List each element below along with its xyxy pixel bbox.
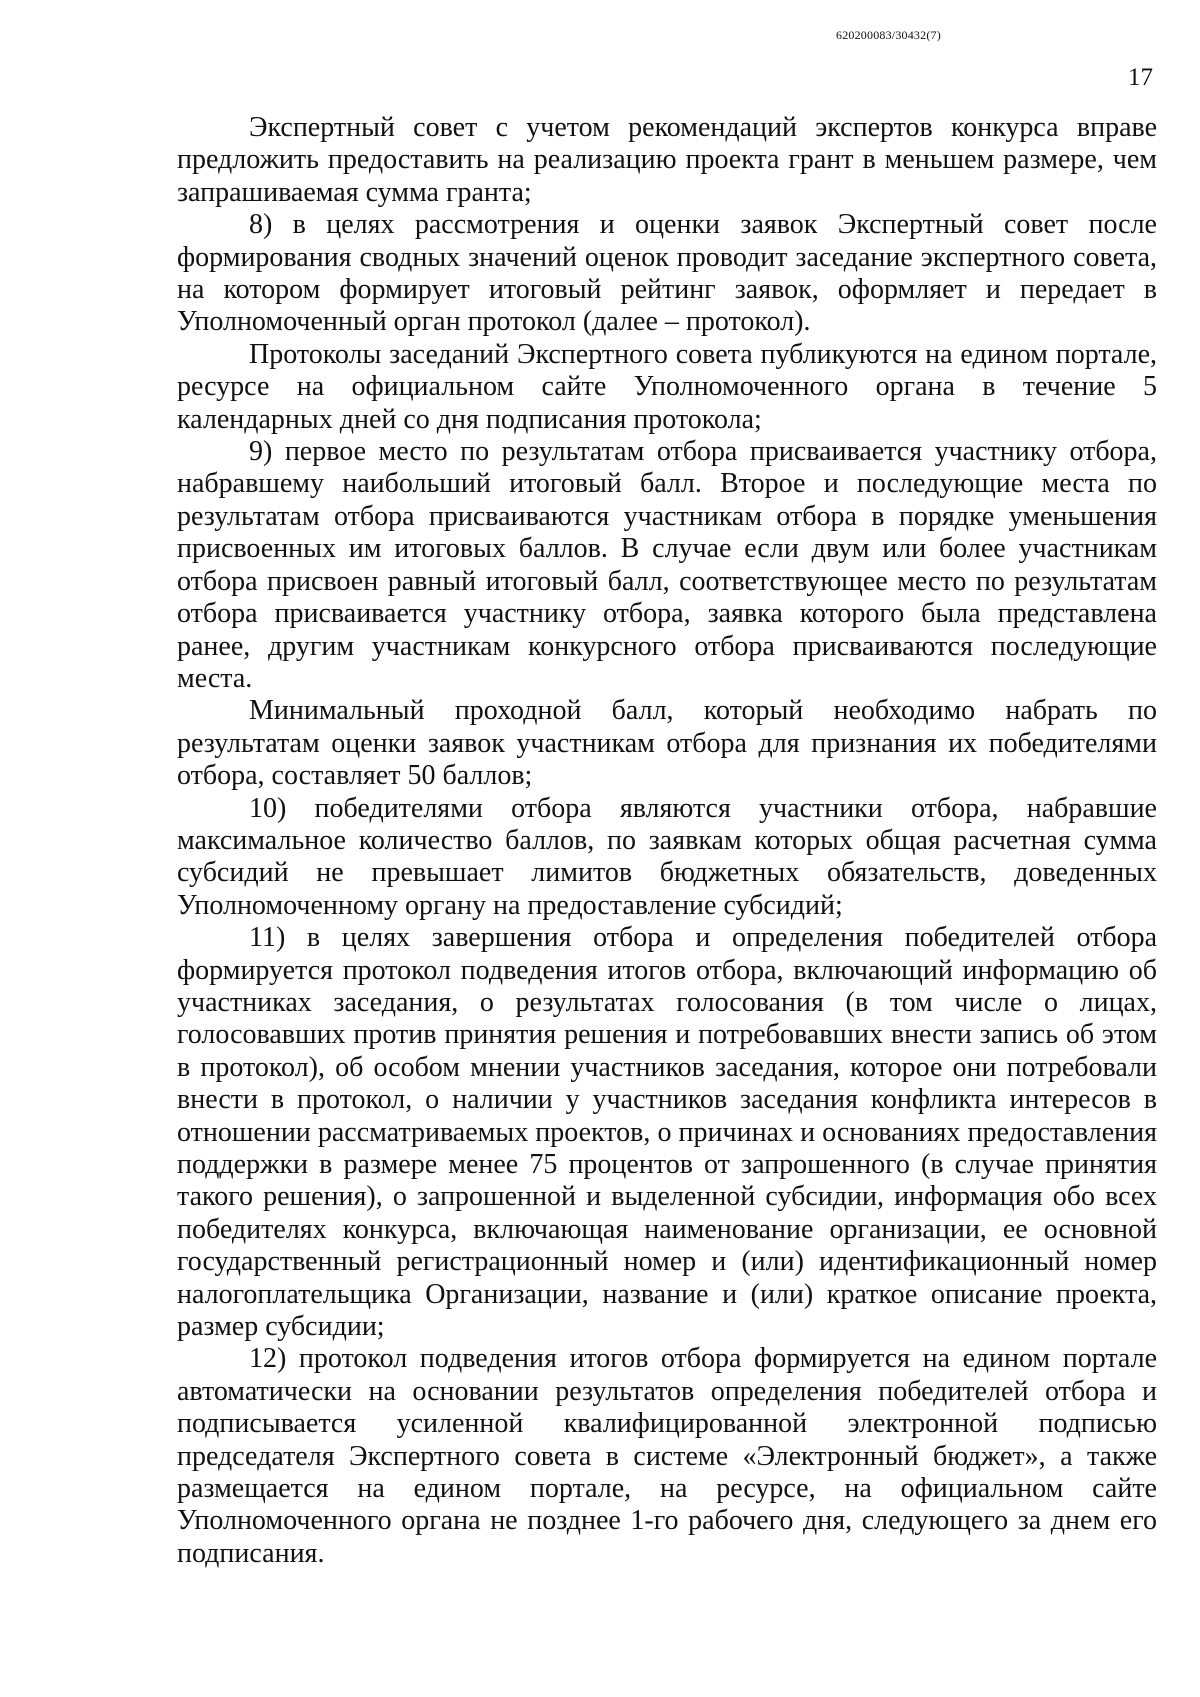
paragraph-item-9: 9) первое место по результатам отбора присваивается участнику отбора, набравшему наибольший итоговый балл. Второе и последующие места по результатам отбора присваиваются участникам отбора в порядке уменьшения присвоенных им итоговых баллов. В случае если двум или более участникам отбора присвоен равный итоговый балл, соответствующее место по результатам отбора присваивается участнику отбора, заявка которого была представлена ранее, другим участникам конкурсного отбора присваиваются последующие места.: [177, 436, 1157, 694]
paragraph-protocol-publication: Протоколы заседаний Экспертного совета публикуются на едином портале, ресурсе на официальном сайте Уполномоченного органа в течение 5 календарных дней со дня подписания протокола;: [177, 338, 1157, 435]
paragraph-minimum-score: Минимальный проходной балл, который необходимо набрать по результатам оценки заявок участникам отбора для признания их победителями отбора, составляет 50 баллов;: [177, 695, 1157, 792]
paragraph-expert-council-grant: Экспертный совет с учетом рекомендаций экспертов конкурса вправе предложить предоставить на реализацию проекта грант в меньшем размере, чем запрашиваемая сумма гранта;: [177, 112, 1157, 208]
document-body: [177, 112, 1157, 1570]
paragraph-item-12: 12) протокол подведения итогов отбора формируется на едином портале автоматически на основании результатов определения победителей отбора и подписывается усиленной квалифицированной электронной подписью председателя Экспертного совета в системе «Электронный бюджет», а также размещается на едином портале, на ресурсе, на официальном сайте Уполномоченного органа не позднее 1-го рабочего дня, следующего за днем его подписания.: [177, 1343, 1157, 1569]
page-number: 17: [1128, 64, 1153, 91]
paragraph-item-10: 10) победителями отбора являются участники отбора, набравшие максимальное количество баллов, по заявкам которых общая расчетная сумма субсидий не превышает лимитов бюджетных обязательств, доведенных Уполномоченному органу на предоставление субсидий;: [177, 792, 1157, 921]
paragraph-item-11: 11) в целях завершения отбора и определения победителей отбора формируется протокол подведения итогов отбора, включающий информацию об участниках заседания, о результатах голосования (в том числе о лицах, голосовавших против принятия решения и потребовавших внести запись об этом в протокол), об особом мнении участников заседания, которое они потребовали внести в протокол, о наличии у участников заседания конфликта интересов в отношении рассматриваемых проектов, о причинах и основаниях предоставления поддержки в размере менее 75 процентов от запрошенного (в случае принятия такого решения), о запрошенной и выделенной субсидии, информация обо всех победителях конкурса, включающая наименование организации, ее основной государственный регистрационный номер и (или) идентификационный номер налогоплательщика Организации, название и (или) краткое описание проекта, размер субсидии;: [177, 922, 1157, 1343]
document-code: 620200083/30432(7): [836, 28, 941, 42]
paragraph-item-8: 8) в целях рассмотрения и оценки заявок Экспертный совет после формирования сводных значений оценок проводит заседание экспертного совета, на котором формирует итоговый рейтинг заявок, оформляет и передает в Уполномоченный орган протокол (далее – протокол).: [177, 209, 1157, 338]
